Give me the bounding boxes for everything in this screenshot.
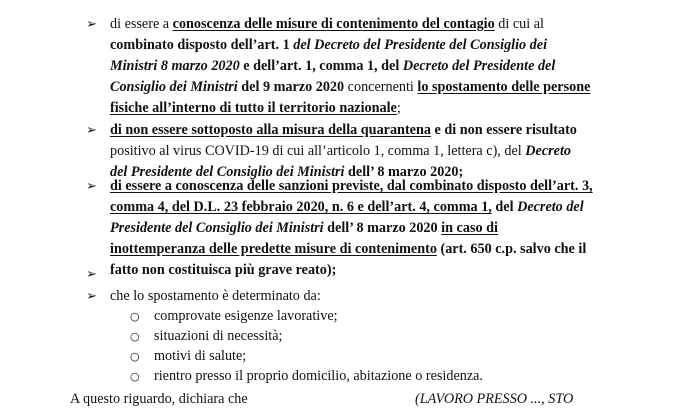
text-line <box>110 239 622 260</box>
text-segment: Consiglio dei Ministri <box>110 79 238 95</box>
bullet-quarantena <box>86 120 679 183</box>
sub-bullet-text: rientro presso il proprio domicilio, abitazione o residenza. <box>154 368 483 384</box>
arrow-bullet-icon: ➢ <box>86 123 97 138</box>
text-line <box>110 176 622 197</box>
text-segment: Decreto del <box>517 199 584 215</box>
text-segment: comma 4, del D.L. 23 febbraio 2020, n. 6 e dell’art. 4, comma 1, <box>110 199 492 215</box>
text-segment: ; <box>396 100 401 116</box>
text-segment: di essere a <box>110 16 173 32</box>
arrow-bullet-icon: ➢ <box>86 289 97 304</box>
text-line <box>110 56 622 77</box>
text-segment: Decreto <box>525 143 571 159</box>
bullet-text <box>110 14 622 119</box>
text-segment: in caso di <box>441 220 498 236</box>
text-line <box>110 218 622 239</box>
sub-bullet-salute <box>130 346 550 367</box>
text-segment: fisiche all’interno di tutto il territorio nazionale <box>110 100 397 116</box>
text-segment: inottemperanza delle predette misure di contenimento <box>110 241 437 257</box>
text-segment: concernenti <box>344 79 418 95</box>
text-segment: e dell’art. 1, comma 1, del <box>239 58 403 74</box>
text-line <box>110 197 622 218</box>
bullet-empty <box>86 264 679 285</box>
text-segment: (art. 650 c.p. salvo che il <box>436 241 587 257</box>
text-segment: del 9 marzo 2020 <box>237 79 345 95</box>
arrow-bullet-icon: ➢ <box>86 267 97 282</box>
arrow-bullet-icon: ➢ <box>86 17 97 32</box>
text-segment: positivo al virus COVID-19 di cui all’articolo 1, comma 1, lettera c), del <box>110 143 526 159</box>
text-segment: dell’ 8 marzo 2020 <box>323 220 442 236</box>
text-segment: Presidente del Consiglio dei Ministri <box>110 220 324 236</box>
footer-left-text: A questo riguardo, dichiara che <box>70 391 248 407</box>
circle-bullet-icon: ○ <box>130 370 140 383</box>
text-line <box>110 286 622 307</box>
text-line <box>110 98 622 119</box>
text-segment: fatto non costituisca più grave reato); <box>110 262 337 278</box>
bullet-text <box>110 286 622 307</box>
text-segment: del Decreto del Presidente del Consiglio dei <box>293 37 548 53</box>
text-line <box>110 120 622 141</box>
text-segment: Ministri 8 marzo 2020 <box>110 58 240 74</box>
text-segment: che lo spostamento è determinato da: <box>110 288 321 304</box>
sub-bullet-text: comprovate esigenze lavorative; <box>154 308 338 324</box>
text-segment: di cui al <box>494 16 544 32</box>
circle-bullet-icon: ○ <box>130 330 140 343</box>
text-line <box>110 35 622 56</box>
sub-bullet-text: situazioni di necessità; <box>154 328 283 344</box>
text-segment: dell’ 8 marzo 2020; <box>344 164 464 180</box>
sub-bullet-esigenze-lavorative <box>130 306 550 327</box>
text-segment: di non essere sottoposto alla misura della quarantena <box>110 122 431 138</box>
bullet-conoscenza-misure <box>86 14 679 119</box>
bullet-spostamento <box>86 286 679 307</box>
circle-bullet-icon: ○ <box>130 310 140 323</box>
sub-bullet-necessita <box>130 326 550 347</box>
text-segment: Decreto del Presidente del <box>402 58 556 74</box>
text-line <box>110 14 622 35</box>
text-segment: conoscenza delle misure di contenimento del contagio <box>172 16 495 32</box>
sub-bullet-text: motivi di salute; <box>154 348 247 364</box>
footer-right-text: (LAVORO PRESSO ..., STO <box>415 391 574 407</box>
sub-bullet-rientro <box>130 366 550 387</box>
text-segment: lo spostamento delle persone <box>417 79 591 95</box>
text-segment: combinato disposto dell’art. 1 <box>110 37 294 53</box>
circle-bullet-icon: ○ <box>130 350 140 363</box>
text-line <box>110 141 622 162</box>
arrow-bullet-icon: ➢ <box>86 179 97 194</box>
text-segment: e di non essere risultato <box>430 122 577 138</box>
text-segment: di essere a conoscenza delle sanzioni previste, dal combinato disposto dell’art. 3, <box>110 178 593 194</box>
text-segment: del <box>491 199 518 215</box>
text-segment: del Presidente del Consiglio dei Ministri <box>110 164 345 180</box>
text-line <box>110 77 622 98</box>
bullet-text <box>110 120 622 183</box>
